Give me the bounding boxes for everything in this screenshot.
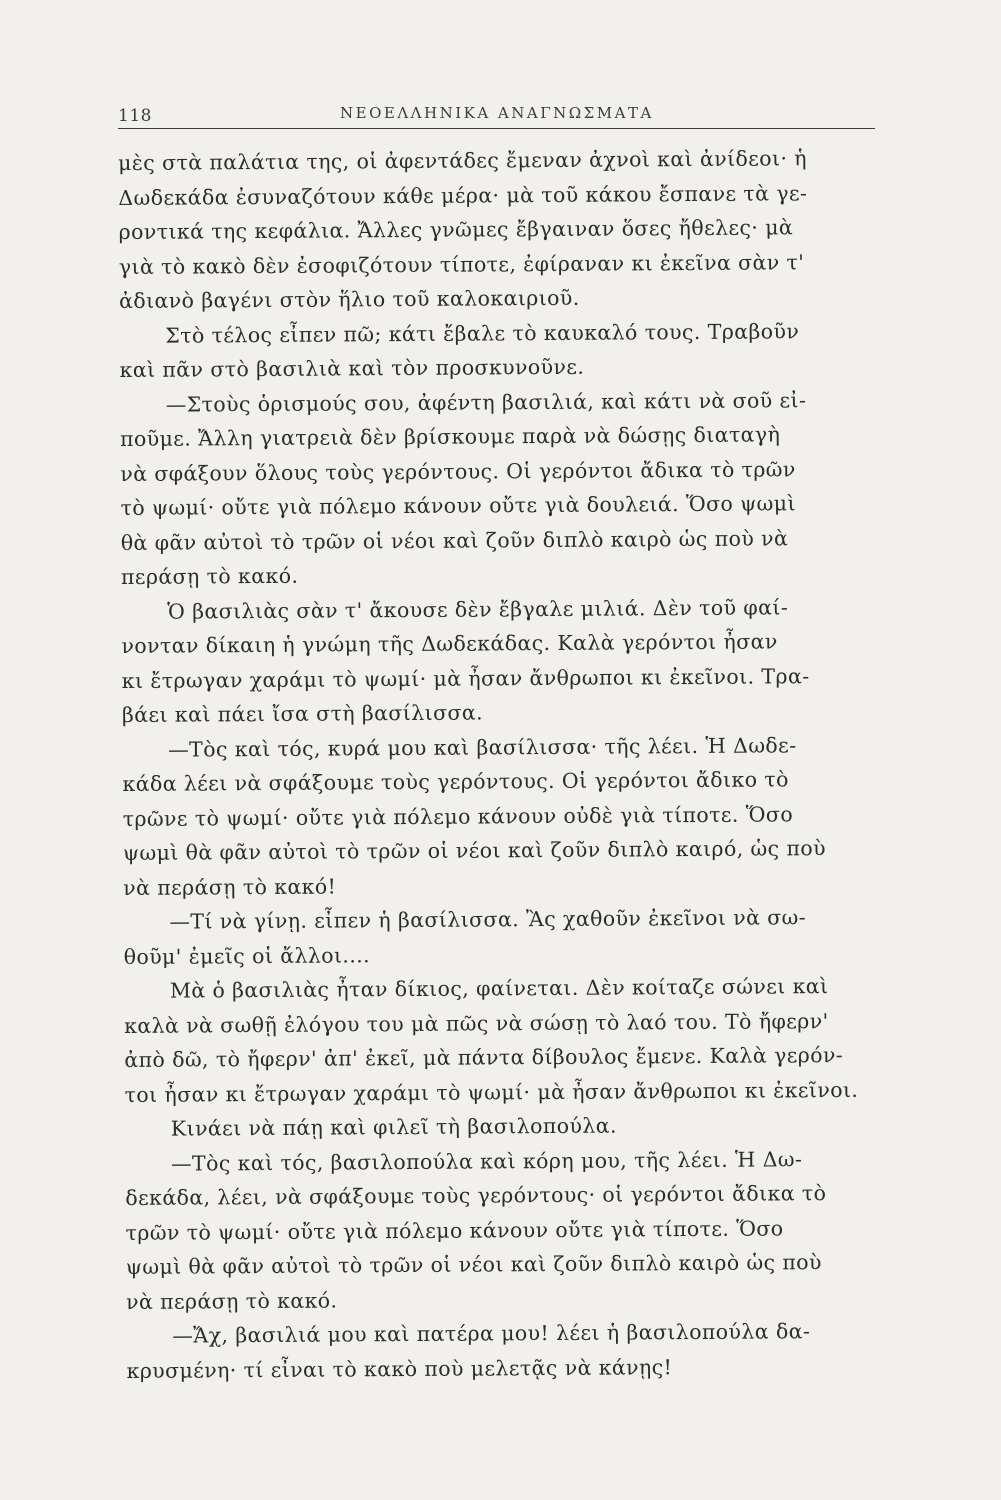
text-line: νὰ σφάξουν ὅλους τοὺς γερόντους. Οἱ γερόντοι ἄδικα τὸ τρῶν: [120, 456, 796, 486]
text-line: ἀπὸ δῶ, τὸ ἤφερν' ἀπ' ἐκεῖ, μὰ πάντα δίβουλος ἔμενε. Καλὰ γερόν-: [124, 1042, 844, 1072]
text-line: καὶ πᾶν στὸ βασιλιὰ καὶ τὸν προσκυνοῦνε.: [119, 354, 585, 382]
text-line: κι ἔτρωγαν χαράμι τὸ ψωμί· μὰ ἦσαν ἄνθρωποι κι ἐκεῖνοι. Τρα-: [121, 663, 810, 693]
text-line: Μὰ ὁ βασιλιὰς ἦταν δίκιος, φαίνεται. Δὲν κοίταζε σώνει καὶ: [169, 974, 829, 1003]
text-line: ροντικά της κεφάλια. Ἄλλες γνῶμες ἔβγαιναν ὅσες ἤθελες· μὰ: [118, 215, 794, 244]
text-line: ψωμὶ θὰ φᾶν αὐτοὶ τὸ τρῶν οἱ νέοι καὶ ζοῦν διπλὸ καιρό, ὡς ποὺ: [122, 836, 826, 865]
text-line: τρῶν τὸ ψωμί· οὔτε γιὰ πόλεμο κάνουν οὔτε γιὰ τίποτε. Ὅσο: [125, 1215, 784, 1245]
running-title: ΝΕΟΕΛΛΗΝΙΚΑ ΑΝΑΓΝΩΣΜΑΤΑ: [340, 104, 654, 122]
text-line: —Τὸς καὶ τός, βασιλοπούλα καὶ κόρη μου, τῆς λέει. Ἡ Δω-: [171, 1146, 803, 1176]
page-header: [118, 94, 875, 130]
text-line: θοῦμ' ἐμεῖς οἱ ἄλλοι....: [123, 942, 371, 969]
text-line: νὰ περάσῃ τὸ κακό.: [125, 1287, 338, 1314]
page-number: 118: [118, 106, 152, 126]
text-line: —Στοὺς ὁρισμούς σου, ἀφέντη βασιλιά, καὶ κάτι νὰ σοῦ εἰ-: [165, 387, 807, 417]
text-line: Στὸ τέλος εἶπεν πῶ; κάτι ἔβαλε τὸ καυκαλό τους. Τραβοῦν: [165, 318, 800, 348]
text-line: κρυσμένη· τί εἶναι τὸ κακὸ ποὺ μελετᾷς νὰ κάνῃς!: [126, 1354, 673, 1383]
text-line: δεκάδα, λέει, νὰ σφάξουμε τοὺς γερόντους· οἱ γερόντοι ἄδικα τὸ: [125, 1181, 827, 1210]
text-line: βάει καὶ πάει ἴσα στὴ βασίλισσα.: [121, 700, 484, 727]
header-rule: [118, 128, 875, 129]
text-line: νονταν δίκαιη ἡ γνώμη τῆς Δωδεκάδας. Καλὰ γερόντοι ἦσαν: [121, 629, 778, 658]
text-line: θὰ φᾶν αὐτοὶ τὸ τρῶν οἱ νέοι καὶ ζοῦν διπλὸ καιρὸ ὡς ποὺ νὰ: [120, 525, 789, 555]
text-line: μὲς στὰ παλάτια της, οἱ ἀφεντάδες ἔμεναν ἀχνοὶ καὶ ἀνίδεοι· ἡ: [118, 146, 808, 175]
text-line: τρῶνε τὸ ψωμί· οὔτε γιὰ πόλεμο κάνουν οὐδὲ γιὰ τίποτε. Ὅσο: [122, 801, 794, 831]
text-line: τὸ ψωμί· οὔτε γιὰ πόλεμο κάνουν οὔτε γιὰ δουλειά. Ὅσο ψωμὶ: [120, 491, 797, 520]
text-line: τοι ἦσαν κι ἔτρωγαν χαράμι τὸ ψωμί· μὰ ἦσαν ἄνθρωποι κι ἐκεῖνοι.: [124, 1077, 859, 1107]
text-line: Ὁ βασιλιὰς σὰν τ' ἄκουσε δὲν ἔβγαλε μιλιά. Δὲν τοῦ φαί-: [167, 594, 789, 624]
body-text: [118, 141, 897, 1388]
text-line: ψωμὶ θὰ φᾶν αὐτοὶ τὸ τρῶν οἱ νέοι καὶ ζοῦν διπλὸ καιρὸ ὡς ποὺ: [125, 1250, 822, 1279]
text-line: κάδα λέει νὰ σφάξουμε τοὺς γερόντους. Οἱ γερόντοι ἄδικο τὸ: [122, 767, 789, 796]
text-line: γιὰ τὸ κακὸ δὲν ἐσοφιζότουν τίποτε, ἐφίραναν κι ἐκεῖνα σὰν τ': [118, 249, 805, 279]
text-line: —Τί νὰ γίνῃ. εἶπεν ἡ βασίλισσα. Ἂς χαθοῦν ἐκεῖνοι νὰ σω-: [169, 905, 807, 934]
text-line: καλὰ νὰ σωθῇ ἐλόγου του μὰ πῶς νὰ σώσῃ τὸ λαό του. Τὸ ἤφερν': [124, 1008, 829, 1038]
text-line: —Ἄχ, βασιλιά μου καὶ πατέρα μου! λέει ἡ βασιλοπούλα δα-: [172, 1319, 811, 1348]
text-line: νὰ περάσῃ τὸ κακό!: [123, 873, 337, 900]
text-line: Κινάει νὰ πάῃ καὶ φιλεῖ τὴ βασιλοπούλα.: [170, 1113, 617, 1141]
text-line: —Τὸς καὶ τός, κυρά μου καὶ βασίλισσα· τῆς λέει. Ἡ Δωδε-: [168, 732, 797, 762]
text-line: ἀδιανὸ βαγένι στὸν ἥλιο τοῦ καλοκαιριοῦ.: [118, 285, 580, 313]
text-line: περάσῃ τὸ κακό.: [120, 563, 299, 589]
text-line: Δωδεκάδα ἐσυναζότουν κάθε μέρα· μὰ τοῦ κάκου ἔσπανε τὰ γε-: [118, 180, 808, 210]
text-line: ποῦμε. Ἄλλη γιατρειὰ δὲν βρίσκουμε παρὰ νὰ δώσῃς διαταγὴ: [119, 422, 781, 451]
